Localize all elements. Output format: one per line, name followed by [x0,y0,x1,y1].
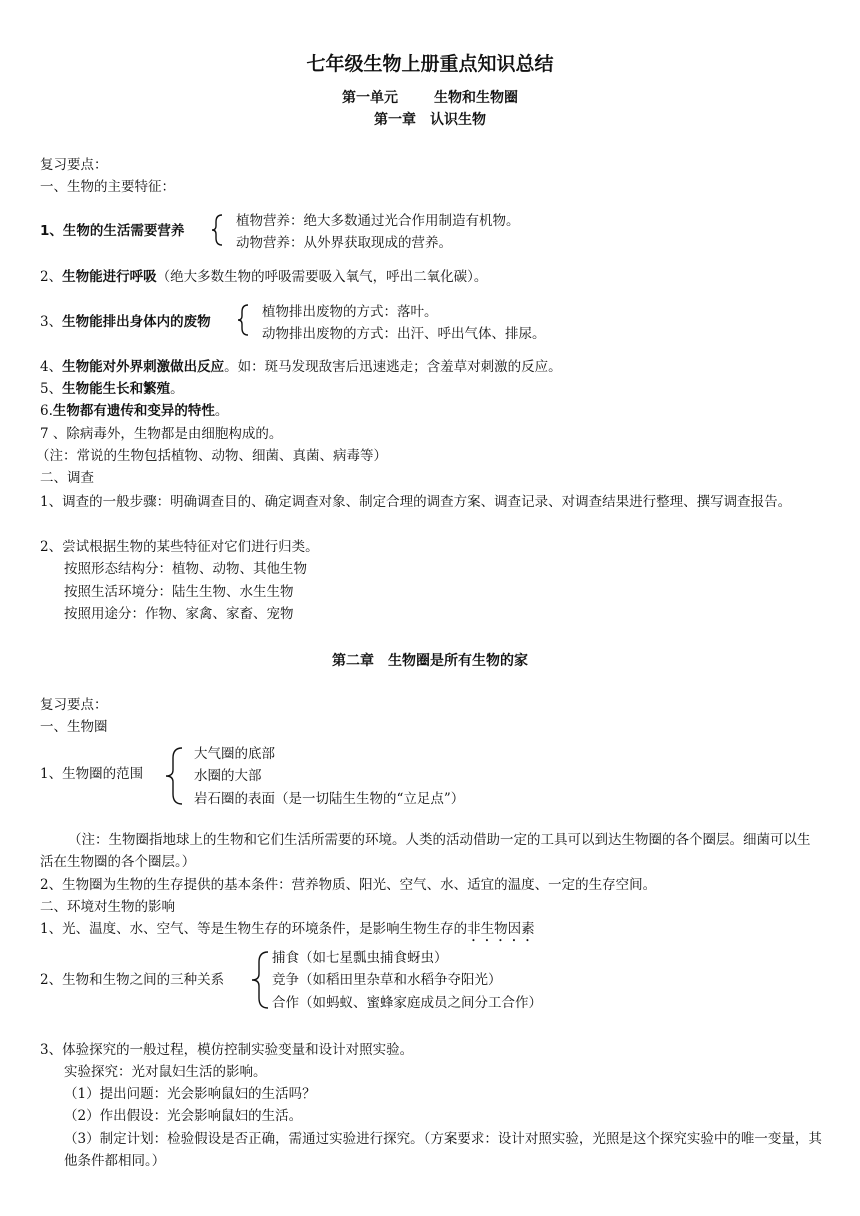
feature7: 7 、除病毒外，生物都是由细胞构成的。 [40,426,283,442]
range-hydrosphere: 水圈的大部 [194,768,262,784]
ch1-section2-heading: 二、调查 [40,470,94,486]
abiotic-factors-emphasis: 非生物因素 [467,921,535,937]
feature3-bold: 生物能排出身体内的废物 [62,314,211,330]
feature6 [40,401,228,421]
feature3-animal: 动物排出废物的方式：出汗、呼出气体、排尿。 [262,326,546,342]
feature3-plant: 植物排出废物的方式：落叶。 [262,304,438,320]
feature5-bold: 生物能生长和繁殖 [62,381,171,397]
chapter1-name: 认识生物 [430,112,486,128]
ch2-note: （注：生物圈指地球上的生物和它们生活所需要的环境。人类的活动借助一定的工具可以到达生物圈的各个圈层。细菌可以生活在生物圈的各个圈层。） [40,832,811,870]
experiment-process: 3、体验探究的一般过程，模仿控制实验变量和设计对照实验。 [40,1042,414,1058]
ch2-section1-heading: 一、生物圈 [40,719,108,735]
chapter2-name: 生物圈是所有生物的家 [388,653,528,669]
ch1-review-label: 复习要点： [40,157,108,173]
feature4-num: 4、 [40,359,63,375]
feature3-num: 3、 [40,314,63,330]
chapter1-heading [0,110,860,130]
feature1-plant: 植物营养：绝大多数通过光合作用制造有机物。 [236,213,520,229]
feature2-num: 2、 [40,269,63,285]
feature5-rest: 。 [170,381,184,397]
feature3-brace [236,302,252,338]
page-title: 七年级生物上册重点知识总结 [306,53,554,75]
survey-steps: 1、调查的一般步骤：明确调查目的、确定调查对象、制定合理的调查方案、调查记录、对调查结果进行整理、撰写调查报告。 [40,494,792,510]
ch2-section2-heading: 二、环境对生物的影响 [40,899,175,915]
feature3-title [40,312,211,332]
relation-cooperation: 合作（如蚂蚁、蜜蜂家庭成员之间分工合作） [272,995,542,1011]
experiment-topic: 实验探究：光对鼠妇生活的影响。 [64,1064,267,1080]
feature1-title: 1、生物的生活需要营养 [40,223,185,239]
ch1-section1-heading: 一、生物的主要特征： [40,179,175,195]
unit-label: 第一单元 [342,90,398,106]
relations-brace [248,948,272,1012]
range-lithosphere: 岩石圈的表面（是一切陆生生物的“立足点”） [194,791,465,807]
unit-heading [0,88,860,108]
relation-competition: 竞争（如稻田里杂草和水稻争夺阳光） [272,972,502,988]
feature2-bold: 生物能进行呼吸 [62,269,157,285]
chapter2-label: 第二章 [332,653,374,669]
feature6-bold: 生物都有遗传和变异的特性 [52,403,215,419]
chapter2-heading [0,651,860,671]
classify-by-form: 按照形态结构分：植物、动物、其他生物 [64,561,307,577]
experiment-step1: （1）提出问题：光会影响鼠妇的生活吗？ [64,1086,316,1102]
feature5 [40,379,184,399]
survey-classify: 2、尝试根据生物的某些特征对它们进行归类。 [40,539,319,555]
feature1-brace [210,212,226,248]
range-atmosphere: 大气圈的底部 [194,746,275,762]
feature1-animal: 动物营养：从外界获取现成的营养。 [236,235,452,251]
relations-title: 2、生物和生物之间的三种关系 [40,972,225,988]
chapter1-label: 第一章 [374,112,416,128]
feature4 [40,357,562,377]
abiotic-factors [40,919,535,939]
classify-by-habitat: 按照生活环境分：陆生生物、水生生物 [64,584,294,600]
feature2-rest: （绝大多数生物的呼吸需要吸入氧气，呼出二氧化碳）。 [156,269,488,285]
ch2-review-label: 复习要点： [40,697,108,713]
feature6-num: 6. [40,403,53,419]
experiment-step2: （2）作出假设：光会影响鼠妇的生活。 [64,1108,303,1124]
experiment-step3: （3）制定计划：检验假设是否正确，需通过实验进行探究。（方案要求：设计对照实验，光照是这个探究实验中的唯一变量，其他条件都相同。） [64,1131,822,1169]
abiotic-factors-text: 1、光、温度、水、空气、等是生物生存的环境条件，是影响生物生存的 [40,921,468,937]
feature5-num: 5、 [40,381,63,397]
feature6-rest: 。 [214,403,229,419]
classify-by-use: 按照用途分：作物、家禽、家畜、宠物 [64,606,294,622]
range-title: 1、生物圈的范围 [40,766,144,782]
basic-conditions: 2、生物圈为生物的生存提供的基本条件：营养物质、阳光、空气、水、适宜的温度、一定的生存空间。 [40,877,657,893]
ch1-note: （注：常说的生物包括植物、动物、细菌、真菌、病毒等） [36,448,387,464]
relation-predation: 捕食（如七星瓢虫捕食蚜虫） [272,950,448,966]
feature4-bold: 生物能对外界刺激做出反应 [62,359,225,375]
feature2 [40,267,487,287]
feature4-rest: 。如：斑马发现敌害后迅速逃走；含羞草对刺激的反应。 [224,359,562,375]
range-brace [162,744,186,808]
unit-name: 生物和生物圈 [434,90,518,106]
